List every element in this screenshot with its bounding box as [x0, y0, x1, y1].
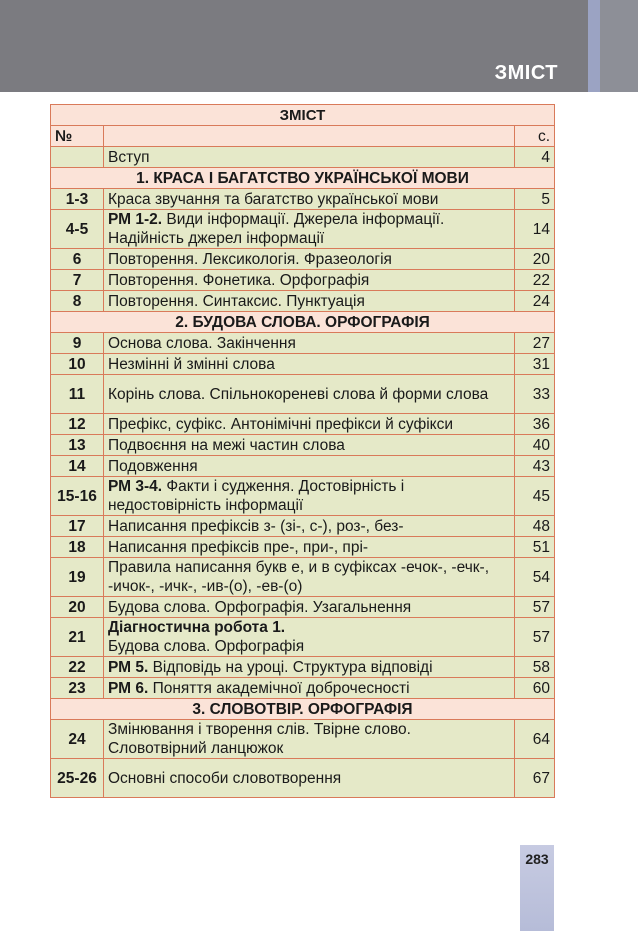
lesson-number: 10 [51, 354, 104, 375]
lesson-number: 19 [51, 558, 104, 597]
lesson-title-text: Поняття академічної доброчесності [148, 679, 410, 697]
accent-stripe [588, 0, 600, 92]
lesson-number: 15-16 [51, 477, 104, 516]
lesson-title-text: Факти і судження. Достовірність і недостовірність інформації [108, 478, 405, 514]
lesson-title-text: Написання префіксів з- (зі-, с-), роз-, без- [108, 517, 404, 535]
lesson-number: 1-3 [51, 189, 104, 210]
lesson-page: 67 [514, 759, 554, 798]
lesson-title-text: Незмінні й змінні слова [108, 355, 275, 373]
table-row [51, 291, 555, 312]
table-row [51, 249, 555, 270]
lesson-number: 23 [51, 678, 104, 699]
section-title: 2. БУДОВА СЛОВА. ОРФОГРАФІЯ [51, 312, 555, 333]
lesson-page: 36 [514, 414, 554, 435]
lesson-title [104, 456, 515, 477]
table-row [51, 414, 555, 435]
table-row [51, 477, 555, 516]
header-title: ЗМІСТ [494, 62, 558, 84]
lesson-number: 17 [51, 516, 104, 537]
lesson-page: 33 [514, 375, 554, 414]
table-row [51, 558, 555, 597]
lesson-title-text: Префікс, суфікс. Антонімічні префікси й суфікси [108, 415, 454, 433]
lesson-title [104, 657, 515, 678]
lesson-page: 57 [514, 618, 554, 657]
page-number: 283 [525, 851, 549, 867]
lesson-title [104, 210, 515, 249]
table-row [51, 333, 555, 354]
lesson-title-text: Подвоєння на межі частин слова [108, 436, 345, 454]
lesson-title-bold: Діагностична робота 1. [108, 619, 286, 636]
lesson-title [104, 189, 515, 210]
lesson-page: 43 [514, 456, 554, 477]
lesson-page: 58 [514, 657, 554, 678]
lesson-title [104, 354, 515, 375]
lesson-number: 13 [51, 435, 104, 456]
lesson-page: 24 [514, 291, 554, 312]
section-title: 1. КРАСА І БАГАТСТВО УКРАЇНСЬКОЇ МОВИ [51, 168, 555, 189]
table-row [51, 597, 555, 618]
lesson-title [104, 618, 515, 657]
lesson-page: 14 [514, 210, 554, 249]
lesson-page: 60 [514, 678, 554, 699]
table-row [51, 618, 555, 657]
lesson-title-text: Відповідь на уроці. Структура відповіді [148, 658, 433, 676]
lesson-title [104, 291, 515, 312]
accent-stripe-dark [600, 0, 638, 92]
lesson-number: 4-5 [51, 210, 104, 249]
lesson-title-text: Краса звучання та багатство української мови [108, 190, 439, 208]
lesson-page: 48 [514, 516, 554, 537]
lesson-number: 20 [51, 597, 104, 618]
lesson-number: 6 [51, 249, 104, 270]
column-page-header: с. [514, 126, 554, 147]
lesson-title-bold: РМ 5. [108, 658, 149, 676]
lesson-title-text: Повторення. Синтаксис. Пунктуація [108, 292, 365, 310]
table-caption: ЗМІСТ [51, 105, 555, 126]
lesson-title-text: Повторення. Фонетика. Орфографія [108, 271, 370, 289]
lesson-title [104, 516, 515, 537]
lesson-title-bold: РМ 6. [108, 679, 149, 697]
section-title: 3. СЛОВОТВІР. ОРФОГРАФІЯ [51, 699, 555, 720]
table-row [51, 657, 555, 678]
lesson-number: 18 [51, 537, 104, 558]
table-row [51, 354, 555, 375]
table-row [51, 456, 555, 477]
lesson-title [104, 678, 515, 699]
lesson-number: 9 [51, 333, 104, 354]
lesson-title-text: Будова слова. Орфографія [108, 638, 305, 655]
lesson-number: 25-26 [51, 759, 104, 798]
lesson-page: 54 [514, 558, 554, 597]
lesson-number: 24 [51, 720, 104, 759]
lesson-title-text: Корінь слова. Спільнокореневі слова й форми слова [108, 385, 489, 403]
toc-table [50, 104, 555, 798]
lesson-title-bold: РМ 1-2. [108, 211, 163, 228]
table-row [51, 678, 555, 699]
lesson-title-text: Основні способи словотворення [108, 769, 342, 787]
lesson-title [104, 435, 515, 456]
table-row [51, 435, 555, 456]
lesson-number: 21 [51, 618, 104, 657]
lesson-page: 20 [514, 249, 554, 270]
table-row [51, 759, 555, 798]
lesson-number: 7 [51, 270, 104, 291]
table-row [51, 537, 555, 558]
table-row [51, 270, 555, 291]
table-row [51, 375, 555, 414]
lesson-title-bold: РМ 3-4. [108, 478, 163, 495]
lesson-page: 22 [514, 270, 554, 291]
lesson-title [104, 414, 515, 435]
table-row [51, 720, 555, 759]
lesson-title [104, 759, 515, 798]
lesson-page: 51 [514, 537, 554, 558]
lesson-title [104, 333, 515, 354]
lesson-number: 8 [51, 291, 104, 312]
lesson-title [104, 249, 515, 270]
lesson-title-text: Написання префіксів пре-, при-, прі- [108, 538, 369, 556]
lesson-page: 64 [514, 720, 554, 759]
table-row [51, 210, 555, 249]
lesson-title [104, 375, 515, 414]
lesson-number: 22 [51, 657, 104, 678]
table-row [51, 516, 555, 537]
column-title-header [104, 126, 515, 147]
lesson-page: 40 [514, 435, 554, 456]
lesson-number: 11 [51, 375, 104, 414]
lesson-page: 57 [514, 597, 554, 618]
lesson-title [104, 558, 515, 597]
intro-number [51, 147, 104, 168]
lesson-page: 5 [514, 189, 554, 210]
lesson-title-text: Подовження [108, 457, 198, 475]
table-row [51, 189, 555, 210]
lesson-title-text: Змінювання і творення слів. Твірне слово. Словотвірний ланцюжок [108, 721, 411, 757]
lesson-title [104, 597, 515, 618]
lesson-page: 27 [514, 333, 554, 354]
lesson-title [104, 720, 515, 759]
intro-page: 4 [514, 147, 554, 168]
column-number-header: № [51, 126, 104, 147]
lesson-title [104, 537, 515, 558]
intro-title: Вступ [104, 147, 515, 168]
lesson-number: 12 [51, 414, 104, 435]
lesson-title [104, 477, 515, 516]
lesson-title-text: Види інформації. Джерела інформації. Надійність джерел інформації [108, 211, 445, 247]
lesson-title-text: Повторення. Лексикологія. Фразеологія [108, 250, 392, 268]
lesson-title-text: Будова слова. Орфографія. Узагальнення [108, 598, 412, 616]
lesson-number: 14 [51, 456, 104, 477]
lesson-title-text: Правила написання букв е, и в суфіксах -ечок-, -ечк-, -ичок-, -ичк-, -ив-(о), -ев-(о) [108, 559, 490, 595]
lesson-page: 45 [514, 477, 554, 516]
lesson-title [104, 270, 515, 291]
lesson-title-text: Основа слова. Закінчення [108, 334, 296, 352]
lesson-page: 31 [514, 354, 554, 375]
